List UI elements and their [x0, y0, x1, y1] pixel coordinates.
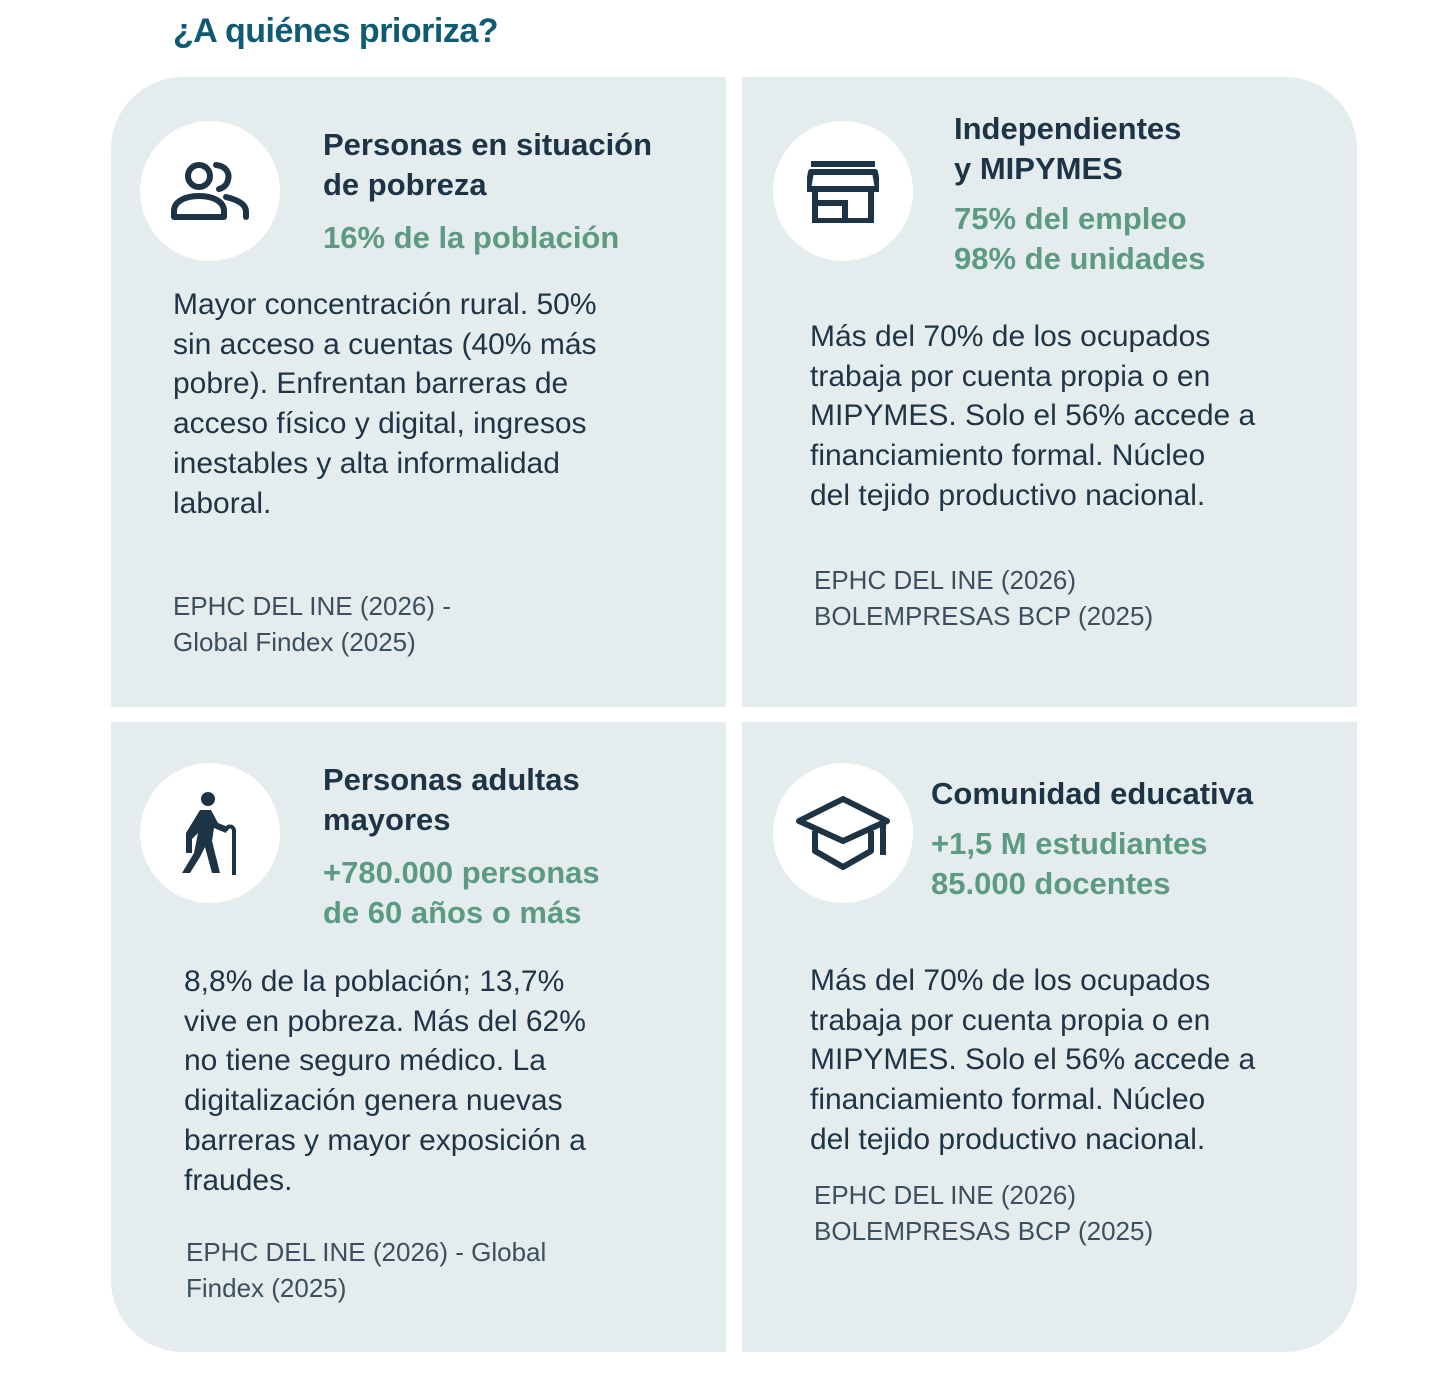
card-mipymes: [742, 77, 1357, 707]
card-stat: +780.000 personas de 60 años o más: [323, 855, 600, 930]
page-title: ¿A quiénes prioriza?: [173, 12, 499, 50]
card-description: 8,8% de la población; 13,7% vive en pobreza. Más del 62% no tiene seguro médico. La digitalización genera nuevas barreras y mayor exposición a fraudes.: [184, 965, 586, 1197]
card-stat: +1,5 M estudiantes 85.000 docentes: [931, 826, 1208, 901]
storefront-icon-circle: [773, 121, 913, 261]
card-stat: 75% del empleo 98% de unidades: [954, 201, 1206, 276]
card-elderly: [111, 722, 726, 1352]
people-icon: [170, 161, 250, 221]
people-icon-circle: [140, 121, 280, 261]
graduation-cap-icon-circle: [773, 763, 913, 903]
card-heading: Comunidad educativa: [931, 776, 1254, 811]
card-poverty: [111, 77, 726, 707]
card-heading: Personas adultas mayores: [323, 762, 580, 837]
storefront-icon: [807, 159, 879, 223]
card-source: EPHC DEL INE (2026) BOLEMPRESAS BCP (2025): [814, 565, 1154, 631]
card-description: Mayor concentración rural. 50% sin acceso a cuentas (40% más pobre). Enfrentan barreras de acceso físico y digital, ingresos inestables y alta informalidad laboral.: [173, 288, 597, 520]
card-description: Más del 70% de los ocupados trabaja por cuenta propia o en MIPYMES. Solo el 56% accede a financiamiento formal. Núcleo del tejido productivo nacional.: [810, 320, 1256, 512]
card-source: EPHC DEL INE (2026) BOLEMPRESAS BCP (2025): [814, 1180, 1154, 1246]
card-description: Más del 70% de los ocupados trabaja por cuenta propia o en MIPYMES. Solo el 56% accede a financiamiento formal. Núcleo del tejido productivo nacional.: [810, 964, 1256, 1156]
elderly-person-icon: [178, 791, 242, 875]
card-heading: Independientes y MIPYMES: [954, 111, 1182, 186]
card-source: EPHC DEL INE (2026) - Global Findex (2025): [173, 591, 451, 657]
card-heading: Personas en situación de pobreza: [323, 127, 653, 202]
card-stat: 16% de la población: [323, 220, 620, 255]
graduation-cap-icon: [795, 795, 891, 871]
elderly-person-icon-circle: [140, 763, 280, 903]
card-education: [742, 722, 1357, 1352]
card-source: EPHC DEL INE (2026) - Global Findex (2025): [186, 1237, 547, 1303]
